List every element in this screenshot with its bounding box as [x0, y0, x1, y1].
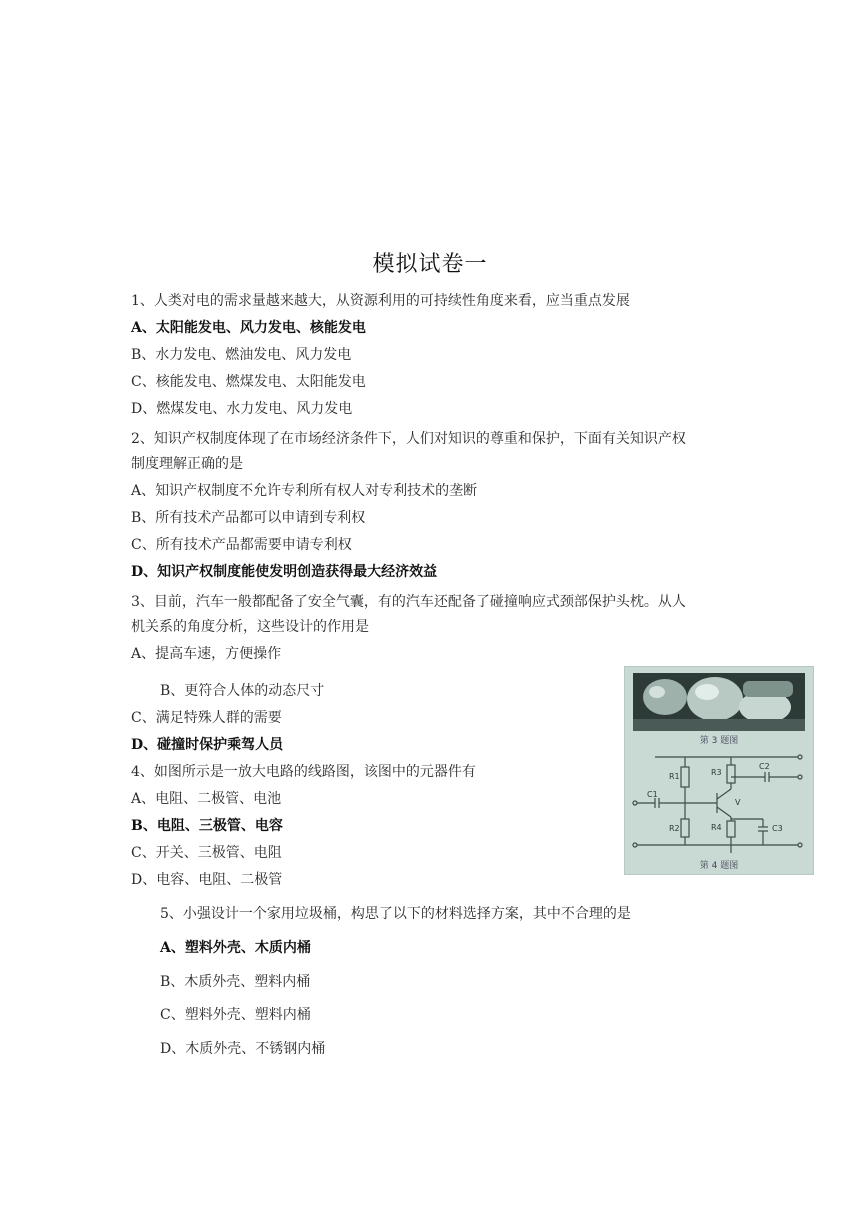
question-1-option-a: A、太阳能发电、风力发电、核能发电	[131, 320, 366, 336]
question-1-option-d: D、燃煤发电、水力发电、风力发电	[131, 401, 353, 417]
airbag-photo	[633, 673, 805, 731]
question-4-option-a: A、电阻、二极管、电池	[131, 791, 282, 807]
question-4-option-d: D、电容、电阻、二极管	[131, 872, 283, 888]
label-r2: R2	[669, 824, 680, 833]
figure-caption-bottom: 第 4 题图	[699, 861, 739, 871]
question-1-stem: 1、人类对电的需求量越来越大，从资源利用的可持续性角度来看，应当重点发展	[131, 293, 630, 309]
question-2-stem-line-1: 2、知识产权制度体现了在市场经济条件下，人们对知识的尊重和保护，下面有关知识产权	[131, 431, 686, 447]
question-2-option-b: B、所有技术产品都可以申请到专利权	[131, 510, 366, 526]
question-2-option-c: C、所有技术产品都需要申请专利权	[131, 537, 352, 553]
question-4-option-b: B、电阻、三极管、电容	[131, 818, 283, 834]
label-c2: C2	[759, 762, 770, 771]
question-3-option-d: D、碰撞时保护乘驾人员	[131, 737, 284, 753]
label-c3: C3	[772, 824, 783, 833]
question-4-stem: 4、如图所示是一放大电路的线路图，该图中的元器件有	[131, 764, 476, 780]
page-title: 模拟试卷一	[372, 252, 488, 277]
question-1-option-b: B、水力发电、燃油发电、风力发电	[131, 347, 352, 363]
question-5-stem: 5、小强设计一个家用垃圾桶，构思了以下的材料选择方案，其中不合理的是	[160, 906, 631, 922]
label-r3: R3	[711, 768, 722, 777]
question-3-stem-line-1: 3、目前，汽车一般都配备了安全气囊，有的汽车还配备了碰撞响应式颈部保护头枕。从人	[131, 594, 686, 610]
question-3-stem-line-2: 机关系的角度分析，这些设计的作用是	[131, 619, 369, 635]
figure-caption-top: 第 3 题图	[699, 736, 739, 746]
question-1-option-c: C、核能发电、燃煤发电、太阳能发电	[131, 374, 366, 390]
label-v: V	[735, 798, 741, 807]
label-r1: R1	[669, 772, 680, 781]
question-3-option-b: B、更符合人体的动态尺寸	[160, 683, 325, 699]
question-2-option-a: A、知识产权制度不允许专利所有权人对专利技术的垄断	[131, 483, 478, 499]
question-5-option-b: B、木质外壳、塑料内桶	[160, 974, 311, 990]
question-4-option-c: C、开关、三极管、电阻	[131, 845, 282, 861]
label-r4: R4	[711, 823, 722, 832]
question-figure	[624, 666, 814, 875]
question-2-option-d: D、知识产权制度能使发明创造获得最大经济效益	[131, 564, 438, 580]
question-5-option-d: D、木质外壳、不锈钢内桶	[160, 1041, 326, 1057]
question-3-option-c: C、满足特殊人群的需要	[131, 710, 282, 726]
label-c1: C1	[647, 790, 658, 799]
question-5-option-c: C、塑料外壳、塑料内桶	[160, 1007, 311, 1023]
question-5-option-a: A、塑料外壳、木质内桶	[160, 940, 311, 956]
question-3-option-a: A、提高车速，方便操作	[131, 646, 282, 662]
question-2-stem-line-2: 制度理解正确的是	[131, 456, 243, 472]
